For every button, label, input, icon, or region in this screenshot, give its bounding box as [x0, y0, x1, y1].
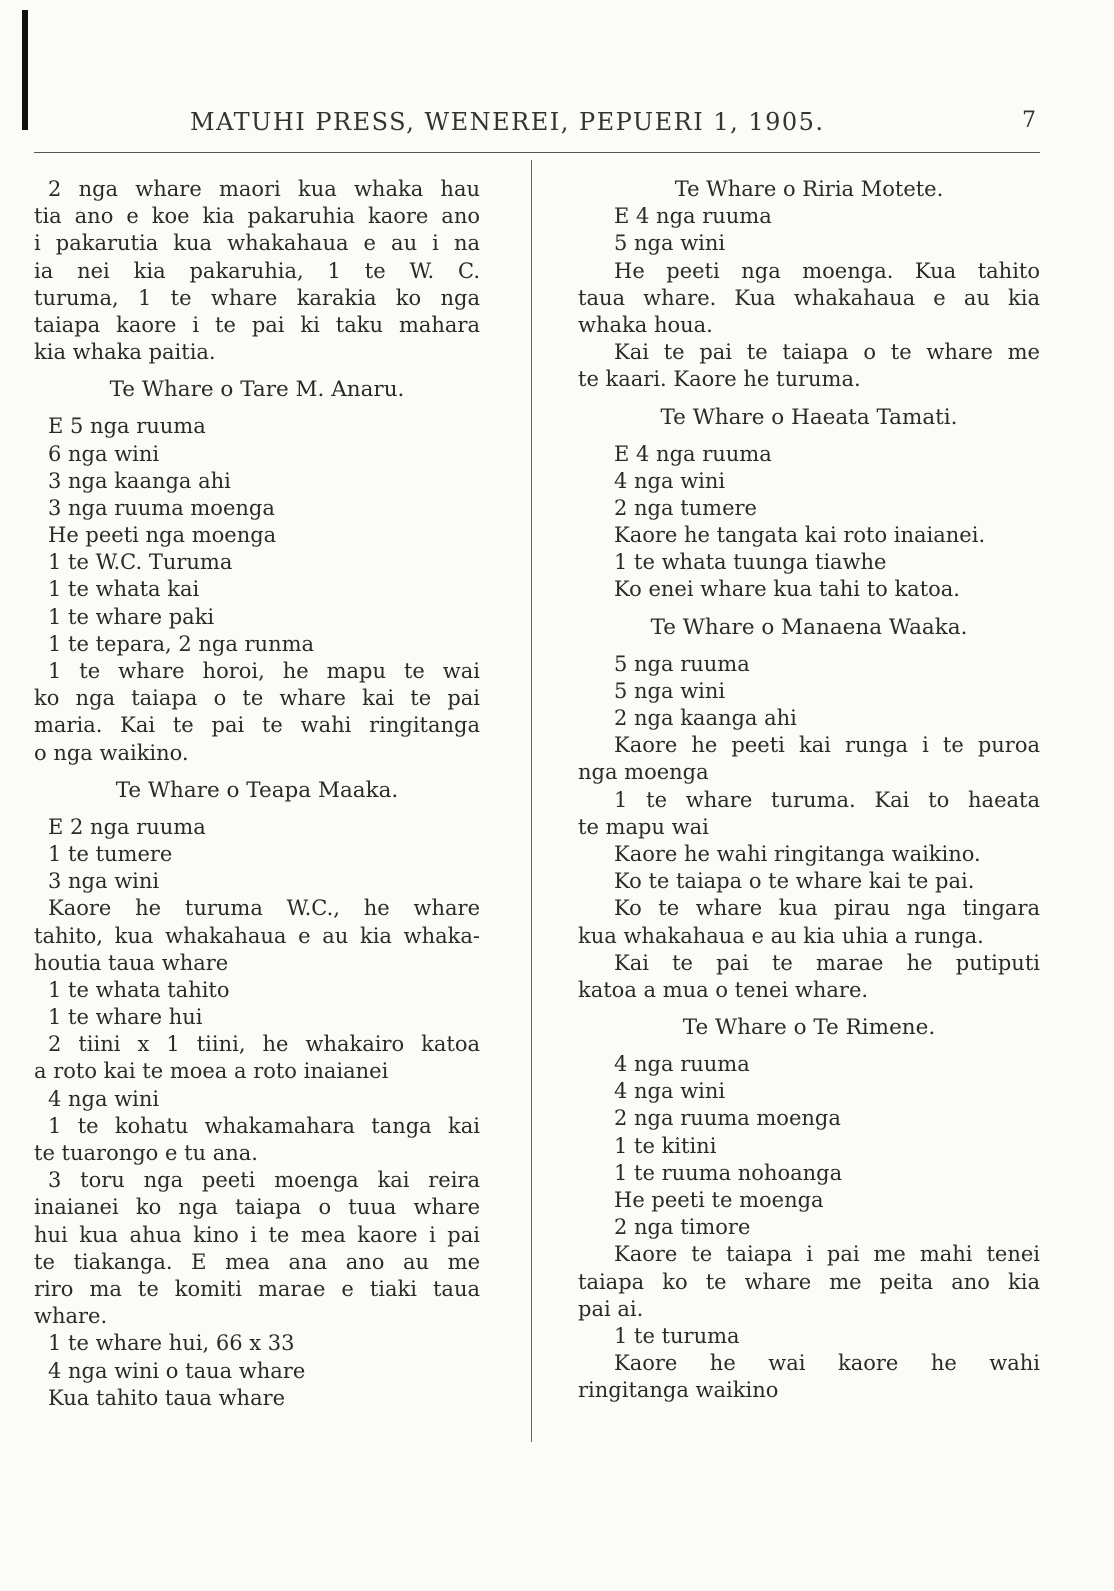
text-line: 2 tiini x 1 tiini, he whakairo katoa [48, 1032, 480, 1057]
text-line: 1 te whare turuma. Kai to haeata [614, 787, 1040, 812]
text-line: 1 te tepara, 2 nga runma [48, 631, 315, 656]
text-line: te kaari. Kaore he turuma. [578, 367, 861, 392]
section-heading: Te Whare o Manaena Waaka. [650, 614, 968, 640]
text-line: Ko enei whare kua tahi to katoa. [614, 577, 960, 602]
text-line: 5 nga wini [614, 231, 726, 256]
text-line: Kaore he turuma W.C., he whare [48, 896, 480, 921]
section-heading: Te Whare o Haeata Tamati. [660, 404, 958, 430]
text-line: katoa a mua o tenei whare. [578, 977, 869, 1002]
text-line: inaianei ko nga taiapa o tuua whare [34, 1195, 480, 1220]
text-line: pai ai. [578, 1296, 644, 1321]
text-line: a roto kai te moea a roto inaianei [34, 1059, 389, 1084]
text-line: 4 nga ruuma [614, 1052, 750, 1077]
text-line: tia ano e koe kia pakaruhia kaore ano [34, 204, 480, 229]
text-line: E 4 nga ruuma [614, 441, 772, 466]
text-line: tahito, kua whakahaua e au kia whaka- [34, 923, 480, 948]
text-line: taua whare. Kua whakahaua e au kia [578, 285, 1040, 310]
section-heading: Te Whare o Te Rimene. [682, 1015, 936, 1041]
text-line: 2 nga ruuma moenga [614, 1106, 841, 1131]
text-line: 2 nga tumere [614, 495, 757, 520]
text-line: He peeti te moenga [614, 1188, 824, 1212]
text-line: ko nga taiapa o te whare kai te pai [34, 686, 480, 711]
text-line: nga moenga [578, 760, 709, 785]
text-line: 1 te whare hui [48, 1005, 203, 1030]
text-line: te tuarongo e tu ana. [34, 1141, 258, 1165]
text-line: E 2 nga ruuma [48, 814, 206, 839]
text-line: Kaore he wahi ringitanga waikino. [614, 841, 981, 866]
text-line: 1 te whare paki [48, 604, 215, 629]
text-line: 4 nga wini [614, 468, 726, 493]
text-line: 5 nga ruuma [614, 651, 750, 676]
text-line: Kua tahito taua whare [48, 1385, 286, 1410]
text-line: Kaore he tangata kai roto inaianei. [614, 523, 986, 548]
text-line: 2 nga kaanga ahi [614, 706, 797, 730]
text-line: 1 te kitini [614, 1133, 717, 1158]
text-line: houtia taua whare [34, 950, 229, 975]
text-line: 2 nga whare maori kua whaka hau [48, 177, 480, 201]
text-line: 3 nga ruuma moenga [48, 495, 275, 520]
text-line: o nga waikino. [34, 740, 189, 765]
text-line: 2 nga timore [614, 1215, 751, 1240]
text-line: riro ma te komiti marae e tiaki taua [34, 1276, 480, 1301]
text-line: 4 nga wini [48, 1086, 160, 1111]
text-line: 1 te whare hui, 66 x 33 [48, 1331, 295, 1356]
text-line: taiapa kaore i te pai ki taku mahara [34, 312, 480, 337]
text-line: 3 toru nga peeti moenga kai reira [48, 1168, 480, 1193]
text-line: 1 te whata tahito [48, 977, 230, 1002]
text-line: 1 te tumere [48, 841, 173, 866]
text-line: Kai te pai te marae he putiputi [614, 950, 1040, 975]
text-line: 1 te W.C. Turuma [48, 550, 233, 575]
text-line: ia nei kia pakaruhia, 1 te W. C. [34, 258, 480, 283]
text-line: whaka houa. [578, 312, 713, 337]
page-number: 7 [1022, 108, 1036, 133]
text-line: kia whaka paitia. [34, 340, 216, 365]
text-line: He peeti nga moenga. Kua tahito [614, 258, 1040, 283]
text-line: 1 te turuma [614, 1323, 740, 1348]
text-line: Kaore he peeti kai runga i te puroa [614, 733, 1040, 758]
text-line: te tiakanga. E mea ana ano au me [34, 1249, 480, 1274]
text-line: 5 nga wini [614, 678, 726, 703]
text-line: He peeti nga moenga [48, 523, 277, 548]
text-line: 4 nga wini o taua whare [48, 1358, 306, 1383]
text-line: Ko te taiapa o te whare kai te pai. [614, 869, 975, 894]
page-header [0, 108, 1114, 142]
text-line: Ko te whare kua pirau nga tingara [614, 896, 1040, 921]
text-line: Kai te pai te taiapa o te whare me [614, 340, 1040, 365]
text-line: maria. Kai te pai te wahi ringitanga [34, 713, 480, 738]
section-heading: Te Whare o Teapa Maaka. [115, 777, 399, 803]
text-line: 1 te ruuma nohoanga [614, 1160, 843, 1185]
header-rule [34, 152, 1040, 153]
right-column [578, 176, 1040, 1405]
text-line: te mapu wai [578, 814, 709, 839]
text-line: 1 te kohatu whakamahara tanga kai [48, 1113, 480, 1138]
text-line: 1 te whata tuunga tiawhe [614, 550, 887, 575]
text-line: kua whakahaua e au kia uhia a runga. [578, 923, 984, 948]
text-line: taiapa ko te whare me peita ano kia [578, 1269, 1040, 1294]
column-divider [531, 160, 532, 1442]
section-heading: Te Whare o Riria Motete. [674, 177, 944, 201]
text-line: E 5 nga ruuma [48, 414, 206, 439]
text-line: 3 nga kaanga ahi [48, 468, 231, 493]
text-line: whare. [34, 1304, 108, 1329]
text-line: ringitanga waikino [578, 1378, 779, 1403]
text-line: E 4 nga ruuma [614, 204, 772, 229]
left-column [34, 176, 480, 1412]
text-line: Kaore te taiapa i pai me mahi tenei [614, 1242, 1040, 1267]
text-line: Kaore he wai kaore he wahi [614, 1351, 1040, 1376]
newspaper-title: MATUHI PRESS, WENEREI, PEPUERI 1, 1905. [190, 108, 825, 136]
text-line: 1 te whare horoi, he mapu te wai [48, 659, 480, 683]
text-line: 4 nga wini [614, 1079, 726, 1104]
text-line: 1 te whata kai [48, 577, 200, 602]
text-line: 6 nga wini [48, 441, 160, 466]
text-line: turuma, 1 te whare karakia ko nga [34, 285, 480, 310]
text-line: 3 nga wini [48, 869, 160, 894]
section-heading: Te Whare o Tare M. Anaru. [109, 377, 405, 403]
text-line: i pakarutia kua whakahaua e au i na [34, 231, 480, 256]
text-line: hui kua ahua kino i te mea kaore i pai [34, 1222, 480, 1247]
